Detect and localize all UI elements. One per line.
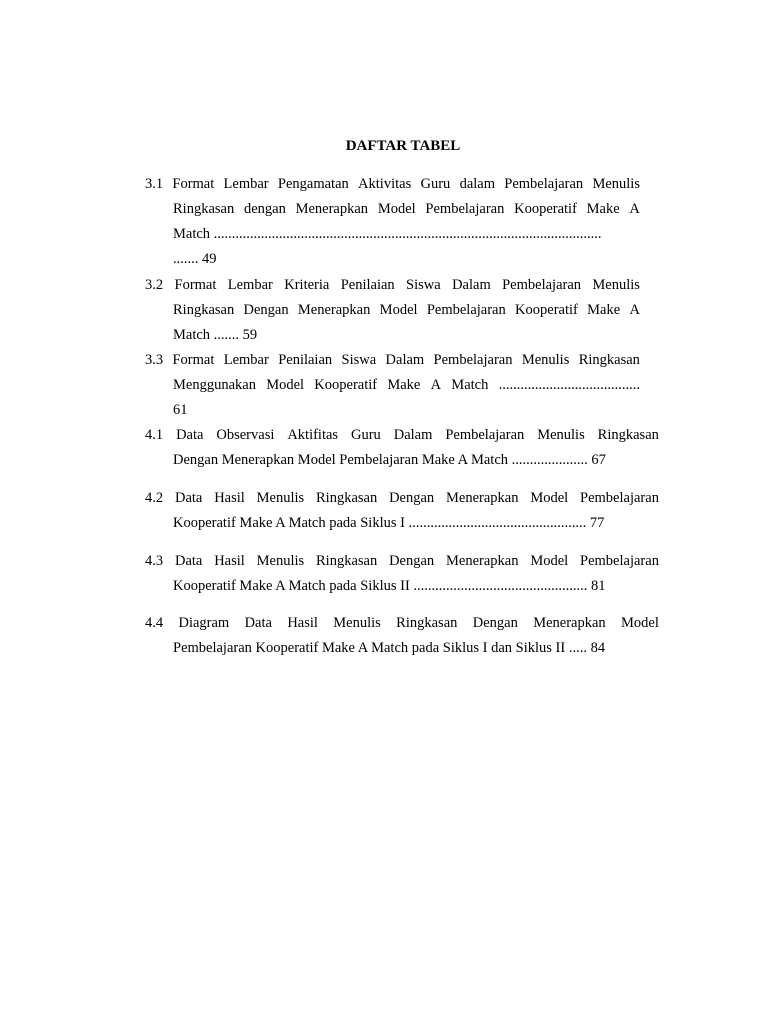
word: Menulis	[521, 352, 570, 368]
word: Ringkasan	[316, 490, 378, 506]
word: Pembelajaran	[425, 201, 505, 217]
word: Menggunakan	[173, 377, 256, 393]
toc-entry-line	[145, 172, 640, 197]
word: Lembar	[227, 277, 273, 293]
word: Match	[451, 377, 489, 393]
word: Model	[621, 615, 659, 631]
word: Menerapkan	[295, 201, 369, 217]
word: Format	[172, 176, 215, 192]
word: 3.1	[145, 176, 164, 192]
word: 3.3	[145, 352, 164, 368]
word: Menerapkan	[297, 302, 371, 318]
word: Guru	[420, 176, 451, 192]
toc-entry-line	[145, 298, 640, 323]
word: Kooperatif	[514, 201, 577, 217]
word: .......................................	[498, 377, 640, 393]
toc-entry-line: Match ....... 59	[173, 327, 258, 343]
word: dengan	[243, 201, 286, 217]
word: Dengan	[472, 615, 518, 631]
toc-entry-line: Match ...........................................................................................................	[173, 226, 602, 242]
word: Kriteria	[284, 277, 330, 293]
word: Pembelajaran	[580, 490, 659, 506]
word: Guru	[351, 427, 381, 443]
word: Dalam	[385, 352, 425, 368]
word: Data	[174, 553, 203, 569]
word: Penilaian	[278, 352, 333, 368]
word: Format	[172, 352, 215, 368]
word: Pembelajaran	[580, 553, 659, 569]
word: Data	[244, 615, 272, 631]
word: Lembar	[223, 352, 269, 368]
word: Kooperatif	[314, 377, 378, 393]
word: Pembelajaran	[426, 302, 506, 318]
toc-entry-line	[145, 486, 659, 511]
word: Model	[530, 490, 569, 506]
word: 3.2	[145, 277, 164, 293]
word: Data	[176, 427, 204, 443]
word: 4.2	[145, 490, 164, 506]
word: Diagram	[178, 615, 230, 631]
toc-entry-3-1	[145, 172, 640, 272]
toc-entry-line: Dengan Menerapkan Model Pembelajaran Make A Match ..................... 67	[173, 452, 606, 468]
word: Menulis	[333, 615, 381, 631]
word: 4.4	[145, 615, 164, 631]
word: Make	[586, 201, 620, 217]
toc-entry-4-2	[145, 486, 659, 536]
toc-entry-line	[145, 373, 640, 398]
word: Ringkasan	[578, 352, 640, 368]
word: Menulis	[256, 490, 305, 506]
word: Menulis	[256, 553, 305, 569]
word: Aktifitas	[287, 427, 339, 443]
word: Data	[174, 490, 203, 506]
word: Make	[387, 377, 421, 393]
word: Hasil	[287, 615, 318, 631]
word: Dalam	[393, 427, 433, 443]
word: Model	[379, 302, 418, 318]
toc-entry-line	[145, 549, 659, 574]
word: Ringkasan	[316, 553, 378, 569]
toc-entry-3-3	[145, 348, 640, 423]
toc-entry-4-1	[145, 423, 659, 473]
word: Aktivitas	[358, 176, 412, 192]
word: Dengan	[243, 302, 289, 318]
word: Dengan	[389, 553, 435, 569]
word: Siswa	[406, 277, 441, 293]
page-title: DAFTAR TABEL	[345, 138, 461, 154]
word: A	[629, 201, 640, 217]
word: Penilaian	[340, 277, 395, 293]
word: Pembelajaran	[502, 277, 582, 293]
toc-entry-4-4	[145, 611, 659, 661]
word: Menerapkan	[446, 553, 519, 569]
word: 4.3	[145, 553, 164, 569]
word: Kooperatif	[515, 302, 578, 318]
toc-entry-line: Pembelajaran Kooperatif Make A Match pada Siklus I dan Siklus II ..... 84	[173, 640, 606, 656]
word: Ringkasan	[173, 201, 235, 217]
toc-entry-line: 61	[173, 402, 188, 418]
word: Menulis	[537, 427, 585, 443]
toc-entry-4-3	[145, 549, 659, 599]
toc-entry-line: Kooperatif Make A Match pada Siklus II ................................................ 81	[173, 578, 606, 594]
word: Ringkasan	[396, 615, 458, 631]
toc-entry-line: Kooperatif Make A Match pada Siklus I ................................................. 77	[173, 515, 605, 531]
word: Model	[377, 201, 416, 217]
word: Pengamatan	[277, 176, 349, 192]
word: Model	[266, 377, 305, 393]
word: 4.1	[145, 427, 164, 443]
word: Pembelajaran	[504, 176, 584, 192]
toc-entry-line	[145, 273, 640, 298]
word: Dengan	[389, 490, 435, 506]
word: Pembelajaran	[445, 427, 525, 443]
toc-entry-line	[145, 611, 659, 636]
word: Observasi	[216, 427, 275, 443]
word: Menulis	[592, 176, 640, 192]
word: Lembar	[223, 176, 269, 192]
word: A	[430, 377, 442, 393]
word: Siswa	[341, 352, 377, 368]
word: Dalam	[452, 277, 491, 293]
word: Hasil	[214, 553, 245, 569]
toc-entry-3-2	[145, 273, 640, 348]
word: Menerapkan	[446, 490, 519, 506]
word: Pembelajaran	[433, 352, 513, 368]
toc-entry-line: ....... 49	[173, 251, 217, 267]
toc-entry-line	[145, 348, 640, 373]
word: Menerapkan	[533, 615, 606, 631]
word: Model	[530, 553, 569, 569]
word: Hasil	[214, 490, 245, 506]
toc-entry-line	[145, 423, 659, 448]
word: Ringkasan	[597, 427, 659, 443]
word: Make	[587, 302, 621, 318]
word: dalam	[459, 176, 495, 192]
word: Ringkasan	[173, 302, 235, 318]
toc-entry-line	[145, 197, 640, 222]
word: Format	[174, 277, 217, 293]
word: A	[629, 302, 640, 318]
word: Menulis	[592, 277, 640, 293]
